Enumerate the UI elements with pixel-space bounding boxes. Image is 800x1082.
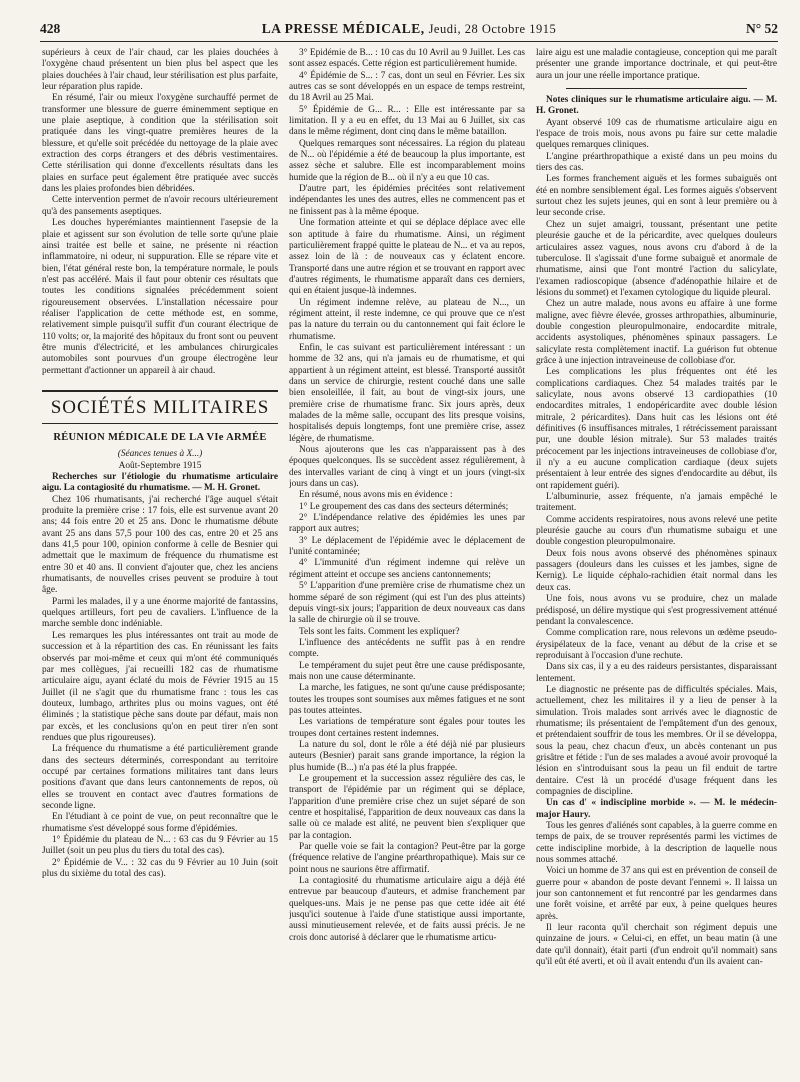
page-header bbox=[40, 21, 778, 42]
paragraph: Il leur raconta qu'il cherchait son régiment depuis une quinzaine de jours. « Celui-ci, en effet, un beau matin (à une date qu'il donnait), était parti (d'un endroit qu'il nommait) sans qu'il eût été averti, et où il avait entendu d'un ils avaient can- bbox=[536, 923, 777, 968]
paragraph: Ayant observé 109 cas de rhumatisme articulaire aigu en l'espace de trois mois, nous avons pu faire sur cette maladie quelques remarques cliniques. bbox=[536, 117, 777, 151]
paragraph: 5° L'apparition d'une première crise de rhumatisme chez un homme séparé de son régiment (qui est l'un des plus atteints) depuis vingt-six jours; l'apparition de deux nouveaux cas dans la salle de chirurgie où il se trouve. bbox=[289, 581, 525, 626]
paragraph: Les variations de température sont égales pour toutes les troupes dont certaines restent indemnes. bbox=[289, 717, 525, 739]
paragraph: 3° Épidémie de B... : 10 cas du 10 Avril au 9 Juillet. Les cas sont assez espacés. Cette région est particulièrement humide. bbox=[289, 48, 525, 70]
paragraph: L'influence des antécédents ne suffit pas à en rendre compte. bbox=[289, 637, 525, 660]
paragraph: Parmi les malades, il y a une énorme majorité de fantassins, quelques artilleurs, fort peu de cavaliers. L'influence de la marche semble donc indéniable. bbox=[42, 596, 278, 630]
paragraph: Les remarques les plus intéressantes ont trait au mode de succession et à la répartition des cas. En réunissant les faits observés par moi-même et ceux qui m'ont été communiqués par mes collègues, j'ai recueilli 182 cas de rhumatisme articulaire aigu, ayant éclaté du mois de Février 1915 au 15 Juillet (il ne s'agit que du rhumatisme franc : tous les cas douteux, lumbago, arthrites plus ou moins vagues, ont été éliminés ; la statistique pèche sans doute par défaut, mais non par excès, et les conclusions qu'on en peut tirer n'en sont rendues que plus rigoureuses). bbox=[42, 630, 278, 743]
column-3 bbox=[536, 48, 777, 1074]
column-1 bbox=[42, 48, 278, 1074]
paragraph: Comme accidents respiratoires, nous avons relevé une petite pleurésie gauche au cours d'un rhumatisme subaigu et une double congestion pleuropulmonaire. bbox=[536, 514, 777, 548]
paragraph: 2° L'indépendance relative des épidémies les unes par rapport aux autres; bbox=[289, 513, 525, 535]
paragraph: Les complications les plus fréquentes ont été les complications cardiaques. Chez 54 malades traités par le salicylate, nous avons observé 13 cardiopathies (10 endocardites mitrales, 1 endopéricardite avec double lésion mitrale, 2 péricardites). Dans huit cas les lésions ont été définitives (6 insuffisances mitrales, 1 rétrécissement paraissant pur, une double lésion mitrale). Sur 53 malades traités précocement par les injections intraveineuses de collobiase d'or, il n'y a eu aucune complication cardiaque (deux sujets présentaient à leur entrée des signes d'endocardite au début, ils ont rapidement guéri). bbox=[536, 367, 777, 491]
paragraph: Comme complication rare, nous relevons un œdème pseudo-érysipélateux de la face, venant au début de la crise et se reproduisant à l'occasion d'une rechute. bbox=[536, 628, 777, 661]
paragraph: En résumé, nous avons mis en évidence : bbox=[299, 490, 453, 501]
paragraph: Nous ajouterons que les cas n'apparaissent pas à des époques quelconques. Ils se succèdent assez régulièrement, à des intervalles variant de cinq à vingt et un jours (vingt-six jours dans un cas). bbox=[289, 445, 525, 490]
paragraph: L'angine préarthropathique a existé dans un peu moins du tiers des cas. bbox=[536, 151, 777, 174]
paragraph: L'albuminurie, assez fréquente, n'a jamais empêché le traitement. bbox=[536, 492, 777, 514]
paragraph: Tous les genres d'aliénés sont capables, à la guerre comme en temps de paix, de se trouver représentés parmi les victimes de cette indiscipline morbide, à la description de laquelle nous nous sommes attaché. bbox=[536, 821, 777, 866]
article-title: Recherches sur l'étiologie du rhumatisme articulaire aigu. La contagiosité du rhumatisme. — M. H. Gronet. bbox=[42, 472, 278, 494]
paragraph: La contagiosité du rhumatisme articulaire aigu a déjà été entrevue par beaucoup d'auteurs, et admise franchement par quelques-uns. Mais je ne pense pas que cette idée ait été jusqu'ici soutenue à l'aide d'une statistique aussi importante, aussi minutieusement relevée, et de faits aussi précis. Je ne crois donc autorisé à déclarer que le rhumatisme articu- bbox=[289, 876, 525, 943]
paragraph: En résumé, l'air ou mieux l'oxygène surchauffé permet de transformer une blessure de guerre éminemment septique en une plaie aseptique, à condition que la stérilisation soit pratiquée dans les vingt-quatre premières heures de la blessure, et qu'elle soit précédée du nettoyage de la plaie avec extraction des corps étrangers et des débris vestimentaires. Cette stérilisation qui donne d'excellents résultats dans les plaies en surface peut également être pratiquée avec succès dans les plaies profondes bien débridées. bbox=[42, 93, 278, 195]
paragraph: La nature du sol, dont le rôle a été déjà nié par plusieurs auteurs (Besnier) parait sans grande importance, la région la plus humide (B...) n'a pas été la plus frappée. bbox=[289, 739, 525, 773]
paragraph: En l'étudiant à ce point de vue, on peut reconnaître que le rhumatisme s'est développé sous forme d'épidémies. bbox=[42, 812, 278, 834]
paragraph: Enfin, le cas suivant est particulièrement intéressant : un homme de 32 ans, qui n'a jamais eu de rhumatisme, et qui appartient à un régiment atteint, est blessé. Transporté aussitôt dans un service de chirurgie, restent couché dans une salle bien ensoleillée, il fait, au bout de vingt-six jours, une première crise de rhumatisme franc. Six jours après, deux malades de la même salle, occupant des lits presque voisins, hospitalisés depuis longtemps, font une première crise, assez légère, de rhumatisme. bbox=[289, 342, 525, 444]
section-title: SOCIÉTÉS MILITAIRES bbox=[42, 390, 278, 424]
article-title: Notes cliniques sur le rhumatisme articulaire aigu. — M. H. Gronet. bbox=[536, 95, 777, 117]
paragraph: laire aigu est une maladie contagieuse, conception qui me paraît présenter une grande importance doctrinale, et qui peut-être aura un jour une réelle importance pratique. bbox=[536, 48, 777, 81]
paragraph: 4° Épidémie de S... : 7 cas, dont un seul en Février. Les six autres cas se sont développés en un espace de temps restreint, du 18 Avril au 25 Mai. bbox=[289, 70, 525, 104]
paragraph: Le diagnostic ne présente pas de difficultés spéciales. Mais, actuellement, chez les militaires il y a lieu de penser à la simulation. Trois malades sont arrivés avec le diagnostic de rhumatisme; ils présentaient de l'empâtement d'un des genoux, et prétendaient souffrir de tous les membres. Or il se développa, sous la peau, chez chacun d'eux, un abcès contenant un pus grisâtre et fétide : l'un de ses malades a avoué avoir provoqué la lésion en s'introduisant sous la peau un fil enduit de tartre dentaire. C'est là un procédé d'usage fréquent dans les compagnies de discipline. bbox=[536, 684, 777, 797]
paragraph: Chez un autre malade, nous avons eu affaire à une forme maligne, avec fièvre élevée, grosses arthropathies, albuminurie, double congestion pleuropulmonaire, endocardite mitrale, accidents asystoliques, phénomènes spinaux passagers. Le salicylate resta complètement inactif. La guérison fut obtenue grâce à une injection intraveineuse de collobiase d'or. bbox=[536, 299, 777, 366]
article-title: Un cas d' « indiscipline morbide ». — M. le médecin-major Haury. bbox=[536, 798, 777, 820]
paragraph: Les douches hyperémiantes maintiennent l'asepsie de la plaie et agissent sur son évolution de telle sorte qu'une plaie ainsi traitée est belle et saine, ne présente ni réaction inflammatoire, ni odeur, ni suppuration. Elle se répare vite et bien, l'état général reste bon, la température normale, le pouls n'est pas accéléré. Mais il faut pour obtenir ces résultats que toutes les conditions signalées précédemment soient rigoureusement observées. L'installation nécessaire pour réaliser l'application de cette méthode est, en somme, relativement simple puisqu'il suffit d'un courant électrique de 110 volts; or, la majorité des hôpitaux du front sont ou peuvent être munis d'électricité, et les ambulances chirurgicales automobiles sont pourvues d'un groupe électrogène leur permettant d'actionner un appareil à air chaud. bbox=[42, 218, 278, 376]
paragraph: 5° Épidémie de G... R... : Elle est intéressante par sa limitation. Il y a eu en effet, du 13 Mai au 6 Juillet, six cas dans le même régiment, dont cinq dans le même bataillon. bbox=[289, 104, 525, 138]
issue-number: N° 52 bbox=[745, 21, 778, 36]
paragraph: La marche, les fatigues, ne sont qu'une cause prédisposante; toutes les troupes sont soumises aux mêmes fatigues et ne sont pas toutes atteintes. bbox=[289, 683, 525, 716]
issue-date: Jeudi, 28 Octobre 1915 bbox=[428, 22, 557, 36]
paragraph: supérieurs à ceux de l'air chaud, car les plaies douchées à l'oxygène chaud présentent un bien plus bel aspect que les plaies douchées à l'air chaud, leur stérilisation est plus parfaite, leur réparation plus rapide. bbox=[42, 48, 278, 93]
column-2 bbox=[289, 48, 525, 1074]
paragraph: 1° Le groupement des cas dans des secteurs déterminés; bbox=[299, 501, 509, 512]
paragraph: Le groupement et la succession assez régulière des cas, le transport de l'épidémie par un régiment qui se déplace, l'apparition d'une première crise chez un sujet séparé de son centre et hospitalisé, l'apparition de deux nouveaux cas dans la salle où ce malade est alité, ne peuvent bien s'expliquer que par la contagion. bbox=[289, 774, 525, 841]
paragraph: D'autre part, les épidémies précitées sont relativement indépendantes les unes des autres, elles ne commencent pas et ne finissent pas à la même époque. bbox=[289, 184, 525, 217]
divider bbox=[566, 88, 747, 89]
paragraph: Par quelle voie se fait la contagion? Peut-être par la gorge (fréquence relative de l'angine préarthropathique). Mais sur ce point nous ne saurions être affirmatif. bbox=[289, 842, 525, 875]
paragraph: Cette intervention permet de n'avoir recours ultérieurement qu'à des pansements aseptiques. bbox=[42, 195, 278, 217]
paragraph: Deux fois nous avons observé des phénomènes spinaux passagers (douleurs dans les cuisses et les jambes, signe de Kernig). Le liquide céphalo-rachidien était normal dans les deux cas. bbox=[536, 548, 777, 593]
paragraph: La fréquence du rhumatisme a été particulièrement grande dans des secteurs déterminés, correspondant au territoire occupé par certaines formations militaires tant dans leurs positions d'avant que dans leurs cantonnements de repos, où elles se trouvent en contact avec d'autres formations de seconde ligne. bbox=[42, 744, 278, 811]
meeting-title: RÉUNION MÉDICALE DE LA VIe ARMÉE bbox=[53, 431, 267, 443]
paragraph: 3° Le déplacement de l'épidémie avec le déplacement de l'unité contaminée; bbox=[289, 535, 525, 558]
paragraph: Chez un sujet amaigri, toussant, présentant une petite pleurésie gauche et de la péricardite, avec quelques douleurs articulaires assez vagues, nous avons cru d'abord à de la tuberculose. Il s'agissait d'une forme subaiguë et anormale de rhumatisme, ainsi que l'ont montré l'action du salicylate, l'examen radioscopique (absence d'adénopathie hilaire et de lésions du sommet) et l'examen cytologique du liquide pleural. bbox=[536, 219, 777, 298]
paragraph: Un régiment indemne relève, au plateau de N..., un régiment atteint, il reste indemne, ce qui prouve que ce n'est pas la nature du terrain ou du cantonnement qui fait éclore le rhumatisme. bbox=[289, 297, 525, 342]
paragraph: 2° Épidémie de V... : 32 cas du 9 Février au 10 Juin (soit plus du sixième du total des cas). bbox=[42, 857, 278, 880]
paragraph: Les formes franchement aiguës et les formes subaiguës ont été en nombre sensiblement égal. Les formes aiguës s'observent surtout chez les sujets jeunes, qui en sont à leur première ou à leur seconde crise. bbox=[536, 174, 777, 219]
paragraph: Voici un homme de 37 ans qui est en prévention de conseil de guerre pour « abandon de poste devant l'ennemi ». Il laissa un jour son cantonnement et fut rencontré par les gendarmes dans une forêt voisine, et arrêté par eux, à peine quelques heures après. bbox=[536, 866, 777, 922]
paragraph: 4° L'immunité d'un régiment indemne qui relève un régiment atteint et occupe ses anciens cantonnements; bbox=[289, 558, 525, 580]
paragraph: Tels sont les faits. Comment les expliquer? bbox=[299, 626, 460, 637]
journal-title: LA PRESSE MÉDICALE, Jeudi, 28 Octobre 1915 bbox=[261, 21, 557, 36]
paragraph: Quelques remarques sont nécessaires. La région du plateau de N... où l'épidémie a été de beaucoup la plus importante, est assez sèche et salubre. Elle est incomparablement moins humide que la région de B... où il n'y a eu que 10 cas. bbox=[289, 138, 525, 183]
paragraph: 1° Épidémie du plateau de N... : 63 cas du 9 Février au 15 Juillet (soit un peu plus du tiers du total des cas). bbox=[42, 835, 278, 857]
meeting-subtitle: (Séances tenues à X...) bbox=[117, 449, 203, 460]
paragraph: Une fois, nous avons vu se produire, chez un malade prédisposé, un délire mystique qui s'est progressivement atténué pendant la convalescence. bbox=[536, 594, 777, 627]
paragraph: Le tempérament du sujet peut être une cause prédisposante, mais non une cause déterminante. bbox=[289, 660, 525, 682]
meeting-date: Août-Septembre 1915 bbox=[118, 460, 202, 471]
paragraph: Dans six cas, il y a eu des raideurs persistantes, disparaissant lentement. bbox=[536, 662, 777, 684]
page-number: 428 bbox=[40, 21, 61, 36]
paragraph: Chez 106 rhumatisants, j'ai recherché l'âge auquel s'était produite la première crise : 17 fois, elle est survenue avant 20 ans; 44 fois entre 20 et 25 ans. Donc le rhumatisme débute avant 25 ans dans 57,5 pour 100 des cas, entre 20 et 25 ans dans 41,5 pour 100, opinion conforme à celle de Besnier qui admettait que le maximum de fréquence du rhumatisme est entre 30 et 40 ans. Il convient d'ajouter que, chez les anciens rhumatisants, de nouvelles crises peuvent se produire à tout âge. bbox=[42, 494, 278, 596]
paragraph: Une formation atteinte et qui se déplace déplace avec elle son aptitude à faire du rhumatisme. Ainsi, un régiment particulièrement frappé quitte le plateau de N... et va au repos, assez loin de là : de nouveaux cas y éclatent encore. Transporté dans une autre région et se trouvant en rapport avec d'autres régiments, le rhumatisme apparaît dans ces derniers, qui en étaient jusque-là indemnes. bbox=[289, 218, 525, 297]
